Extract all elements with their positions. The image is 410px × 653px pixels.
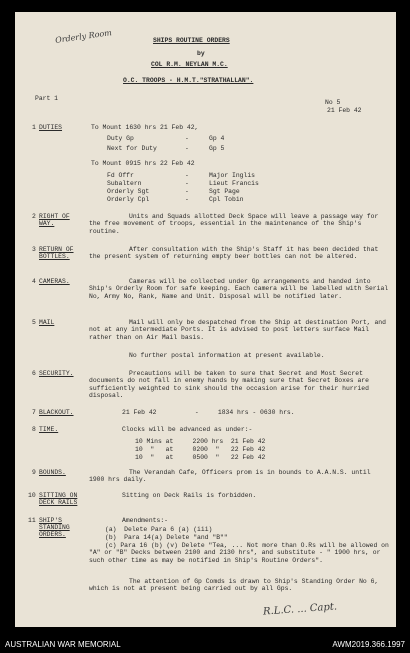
document-page bbox=[15, 12, 396, 627]
amendments-heading: Amendments:- bbox=[122, 517, 169, 524]
duties-mount-2: To Mount 0915 hrs 22 Feb 42 bbox=[91, 160, 195, 167]
section-number: 11 bbox=[28, 517, 36, 524]
section-number: 1 bbox=[32, 124, 36, 131]
duty-value: Sgt Page bbox=[209, 188, 240, 195]
time-row: 10 " at 0500 " 22 Feb 42 bbox=[135, 454, 266, 461]
section-label-standing-3: ORDERS. bbox=[39, 531, 66, 538]
document-title: SHIPS ROUTINE ORDERS bbox=[153, 37, 230, 44]
section-label-time: TIME. bbox=[39, 426, 59, 433]
section-number: 8 bbox=[32, 426, 36, 433]
section-label-standing: SHIP'S bbox=[39, 517, 63, 524]
order-number: No 5 bbox=[325, 99, 341, 106]
duty-key: Next for Duty bbox=[107, 145, 157, 152]
amendment-c: (c) Para 16 (b) (v) Delete "Tea, ... Not more than O.Rs will be allowed on "A" or "B" Decks between 2100 and 2130 hrs", and substitute - " 1900 hrs, or such other time as may be notified in Ship's Routine Orders". bbox=[89, 542, 389, 564]
section-label-security: SECURITY. bbox=[39, 370, 74, 377]
duty-value: Gp 5 bbox=[209, 145, 225, 152]
duty-key: Orderly Sgt bbox=[107, 188, 150, 195]
bounds-text: The Verandah Cafe, Officers prom is in bounds to A.A.N.S. until 1900 hrs daily. bbox=[89, 469, 371, 484]
duty-dash: - bbox=[185, 180, 189, 187]
amendment-b: (b) Para 14(a) Delete "and "B"" bbox=[105, 534, 228, 541]
section-label-bottles-2: BOTTLES. bbox=[39, 253, 70, 260]
duty-dash: - bbox=[185, 172, 189, 179]
security-text: Precautions will be taken to sure that Secret and Most Secret documents do not fall in enemy hands by making sure that Secret Boxes are sufficiently weighted to sink should the occasion arise for their hurried disposal. bbox=[89, 370, 369, 400]
section-number: 7 bbox=[32, 409, 36, 416]
bottles-text: After consultation with the Ship's Staff it has been decided that the present system of returning empty beer bottles can not be altered. bbox=[89, 246, 379, 261]
section-label-deck-rails-2: DECK RAILS bbox=[39, 499, 78, 506]
section-number: 9 bbox=[32, 469, 36, 476]
oc-troops-line: O.C. TROOPS - H.M.T."STRATHALLAN". bbox=[123, 77, 254, 84]
time-text: Clocks will be advanced as under:- bbox=[122, 426, 253, 433]
duty-dash: - bbox=[185, 196, 189, 203]
commander-name: COL R.M. NEYLAN M.C. bbox=[151, 61, 228, 68]
deck-rails-text: Sitting on Deck Rails is forbidden. bbox=[122, 492, 257, 499]
footer-accession: AWM2019.366.1997 bbox=[332, 640, 405, 649]
section-label-deck-rails: SITTING ON bbox=[39, 492, 78, 499]
time-row: 10 Mins at 2200 hrs 21 Feb 42 bbox=[135, 438, 266, 445]
section-number: 6 bbox=[32, 370, 36, 377]
section-label-mail: MAIL bbox=[39, 319, 55, 326]
section-label-right-of-way: RIGHT OF bbox=[39, 213, 70, 220]
footer-institution: AUSTRALIAN WAR MEMORIAL bbox=[5, 640, 121, 649]
duty-key: Subaltern bbox=[107, 180, 142, 187]
section-number: 2 bbox=[32, 213, 36, 220]
handwritten-note: Orderly Room bbox=[54, 28, 113, 45]
standing-orders-tail: The attention of Gp Comds is drawn to Ship's Standing Order No 6, which is not at present being carried out by all Gps. bbox=[89, 578, 379, 593]
section-number: 5 bbox=[32, 319, 36, 326]
blackout-text: 21 Feb 42 - 1834 hrs - 0630 hrs. bbox=[122, 409, 295, 416]
duty-key: Orderly Cpl bbox=[107, 196, 150, 203]
duty-value: Major Inglis bbox=[209, 172, 256, 179]
duty-key: Fd Offr bbox=[107, 172, 134, 179]
section-label-cameras: CAMERAS. bbox=[39, 278, 70, 285]
section-label-duties: DUTIES bbox=[39, 124, 63, 131]
duty-key: Duty Gp bbox=[107, 135, 134, 142]
mail-text-2: No further postal information at present available. bbox=[129, 352, 325, 359]
signature: R.L.C. ... Capt. bbox=[262, 601, 338, 618]
section-number: 3 bbox=[32, 246, 36, 253]
amendment-a: (a) Delete Para 6 (a) (iii) bbox=[105, 526, 213, 533]
section-number: 4 bbox=[32, 278, 36, 285]
footer-bar bbox=[0, 638, 410, 653]
right-of-way-text: Units and Squads allotted Deck Space will leave a passage way for the free movement of troops, essential in the maintenance of the Ship's routine. bbox=[89, 213, 379, 235]
duty-dash: - bbox=[185, 188, 189, 195]
mail-text: Mail will only be despatched from the Ship at destination Port, and not at any intermediate Ports. It is advised to post letters surface Mail rather than on Air Mail basis. bbox=[89, 319, 386, 341]
section-label-bottles: RETURN OF bbox=[39, 246, 74, 253]
time-row: 10 " at 0200 " 22 Feb 42 bbox=[135, 446, 266, 453]
section-label-right-of-way-2: WAY. bbox=[39, 220, 55, 227]
section-number: 10 bbox=[28, 492, 36, 499]
duty-dash: - bbox=[185, 135, 189, 142]
duty-value: Cpl Tobin bbox=[209, 196, 244, 203]
section-label-blackout: BLACKOUT. bbox=[39, 409, 74, 416]
section-label-bounds: BOUNDS. bbox=[39, 469, 66, 476]
section-label-standing-2: STANDING bbox=[39, 524, 70, 531]
duty-value: Lieut Francis bbox=[209, 180, 259, 187]
part-label: Part 1 bbox=[35, 95, 59, 102]
cameras-text: Cameras will be collected under Gp arrangements and handed into Ship's Orderly Room for safe keeping. Each camera will be labelled with Serial No, Army No, Rank, Name and Unit. Disposal will be notified later. bbox=[89, 278, 389, 300]
duty-dash: - bbox=[185, 145, 189, 152]
duties-mount-1: To Mount 1630 hrs 21 Feb 42, bbox=[91, 124, 199, 131]
order-date: 21 Feb 42 bbox=[327, 107, 362, 114]
title-by: by bbox=[197, 50, 205, 57]
duty-value: Gp 4 bbox=[209, 135, 225, 142]
